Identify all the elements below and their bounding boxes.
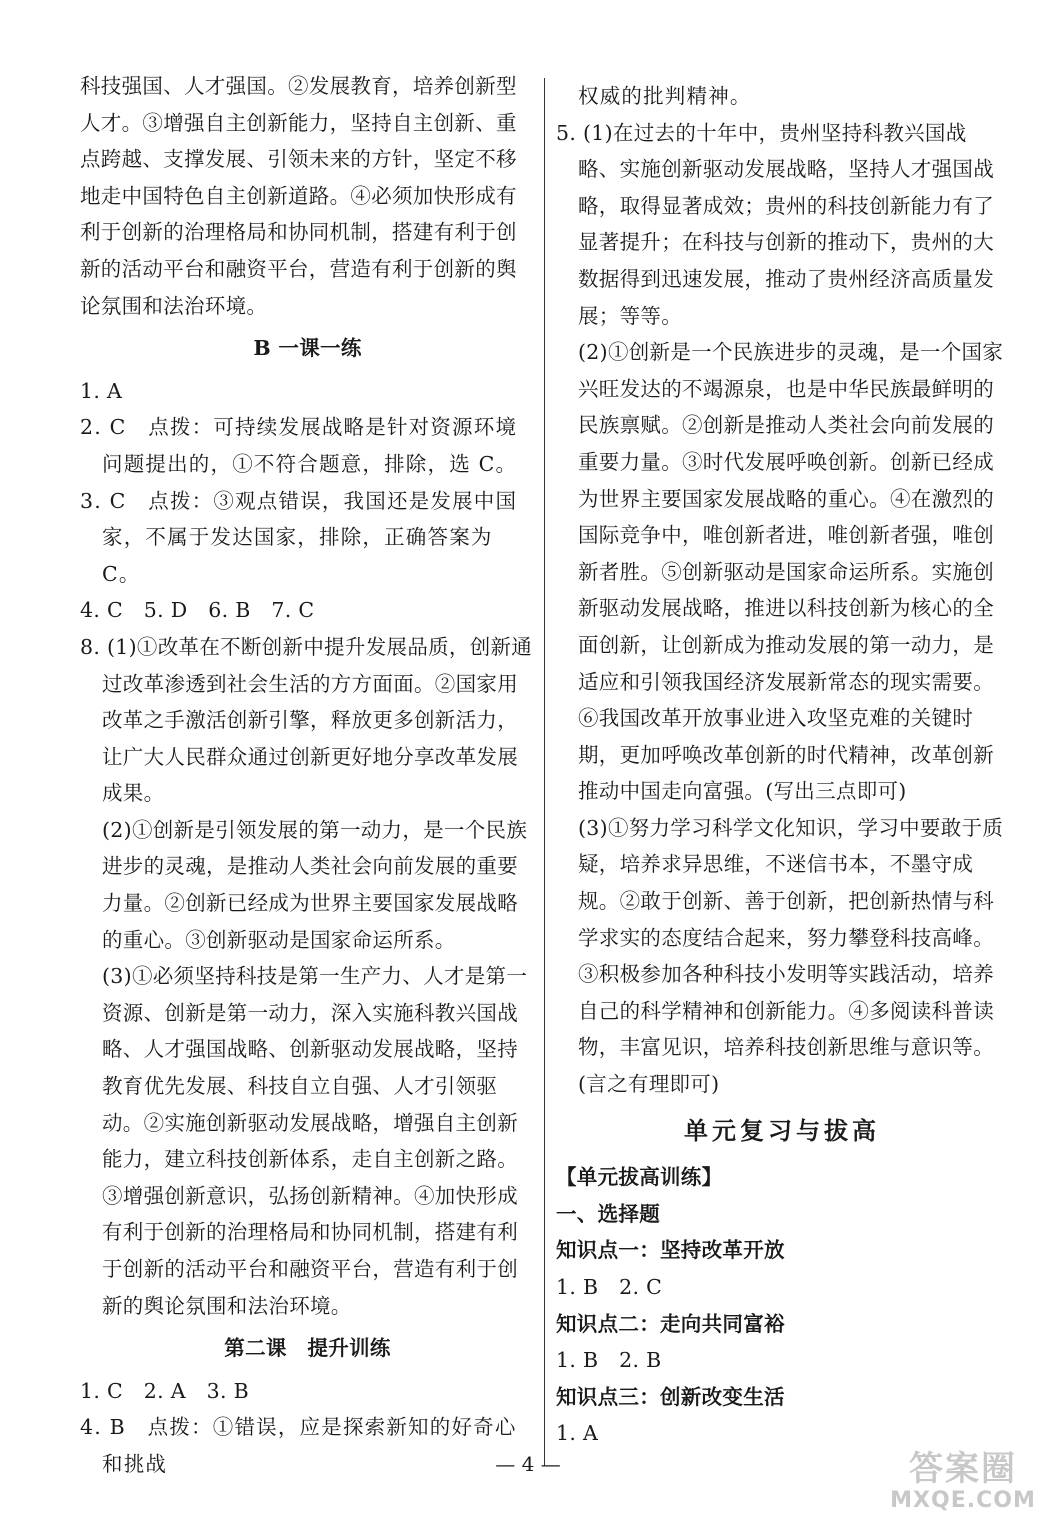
knowledge-point-2-answers: 1. B 2. B — [556, 1348, 662, 1373]
selection-heading: 一、选择题 — [556, 1201, 660, 1226]
knowledge-point-3-answers: 1. A — [556, 1421, 599, 1446]
knowledge-point-1: 知识点一：坚持改革开放 — [556, 1238, 785, 1263]
knowledge-point-2: 知识点二：走向共同富裕 — [556, 1311, 785, 1336]
section-heading-b: B 一课一练 — [253, 336, 362, 361]
page-number: — 4 — — [495, 1452, 561, 1476]
knowledge-point-3: 知识点三：创新改变生活 — [556, 1384, 785, 1409]
unit-review-title: 单元复习与拔高 — [684, 1115, 880, 1145]
answer-8-part-3: (3)①必须坚持科技是第一生产力、人才是第一资源、创新是第一动力，深入实施科教兴国战略、人才强国战略、创新驱动发展战略，坚持教育优先发展、科技自立自强、人才引领驱动。②实施创新驱动发展战略，增强自主创新能力，建立科技创新体系，走自主创新之路。③增强创新意识，弘扬创新精神。④加快形成有利于创新的治理格局和协同机制，搭建有利于创新的活动平台和融资平台，营造有利于创新的舆论氛围和法治环境。 — [102, 964, 528, 1318]
answer-4-continuation: 权威的批判精神。 — [578, 84, 752, 108]
watermark-domain: MXQE.COM — [890, 1488, 1036, 1513]
lesson-2-answer-4: 4. B 点拨：①错误，应是探索新知的好奇心和挑战 — [80, 1415, 517, 1476]
answer-1: 1. A — [80, 378, 123, 403]
unit-training-label: 【单元拔高训练】 — [556, 1165, 723, 1190]
section-heading-lesson-2: 第二课 提升训练 — [224, 1336, 391, 1361]
answer-8-part-2: (2)①创新是引领发展的第一动力，是一个民族进步的灵魂，是推动人类社会向前发展的重要力量。②创新已经成为世界主要国家发展战略的重心。③创新驱动是国家命运所系。 — [102, 817, 528, 952]
answer-3: 3. C 点拨：③观点错误，我国还是发展中国家，不属于发达国家，排除，正确答案为 C。 — [80, 488, 518, 586]
answer-5-part-2: (2)①创新是一个民族进步的灵魂，是一个国家兴旺发达的不竭源泉，也是中华民族最鲜明的民族禀赋。②创新是推动人类社会向前发展的重要力量。③时代发展呼唤创新。创新已经成为世界主要国家发展战略的重心。④在激烈的国际竞争中，唯创新者进，唯创新者强，唯创新者胜。⑤创新驱动是国家命运所系。实施创新驱动发展战略，推进以科技创新为核心的全面创新，让创新成为推动发展的第一动力，是适应和引领我国经济发展新常态的现实需要。⑥我国改革开放事业进入攻坚克难的关键时期，更加呼唤改革创新的时代精神，改革创新推动中国走向富强。(写出三点即可) — [578, 340, 1004, 804]
left-column — [80, 68, 535, 1483]
answer-5-part-3: (3)①努力学习科学文化知识，学习中要敢于质疑，培养求异思维，不迷信书本，不墨守成规。②敢于创新、善于创新，把创新热情与科学求实的态度结合起来，努力攀登科技高峰。③积极参加各种科技小发明等实践活动，培养自己的科学精神和创新能力。④多阅读科普读物，丰富见识，培养科技创新思维与意识等。(言之有理即可) — [578, 815, 1004, 1097]
answer-8-part-1: 8. (1)①改革在不断创新中提升发展品质，创新通过改革渗透到社会生活的方方面面。②国家用改革之手激活创新引擎，释放更多创新活力，让广大人民群众通过创新更好地分享改革发展成果。 — [80, 634, 533, 806]
watermark-logo — [888, 1449, 1038, 1522]
paragraph-continuation: 科技强国、人才强国。②发展教育，培养创新型人才。③增强自主创新能力，坚持自主创新、重点跨越、支撑发展、引领未来的方针，坚定不移地走中国特色自主创新道路。④必须加快形成有利于创新的治理格局和协同机制，搭建有利于创新的活动平台和融资平台，营造有利于创新的舆论氛围和法治环境。 — [80, 74, 517, 318]
watermark-text: 答案圈 — [909, 1449, 1017, 1489]
knowledge-point-1-answers: 1. B 2. C — [556, 1275, 663, 1299]
lesson-2-answers-1-3: 1. C 2. A 3. B — [80, 1378, 249, 1403]
answer-4-7: 4. C 5. D 6. B 7. C — [80, 598, 315, 623]
answer-5-part-1: 5. (1)在过去的十年中，贵州坚持科教兴国战略、实施创新驱动发展战略，坚持人才强国战略，取得显著成效；贵州的科技创新能力有了显著提升；在科技与创新的推动下，贵州的大数据得到迅速发展，推动了贵州经济高质量发展；等等。 — [556, 120, 994, 328]
answer-2: 2. C 点拨：可持续发展战略是针对资源环境问题提出的，①不符合题意，排除，选 C。 — [80, 415, 518, 476]
column-divider — [544, 78, 545, 1466]
right-column — [556, 78, 1008, 1452]
